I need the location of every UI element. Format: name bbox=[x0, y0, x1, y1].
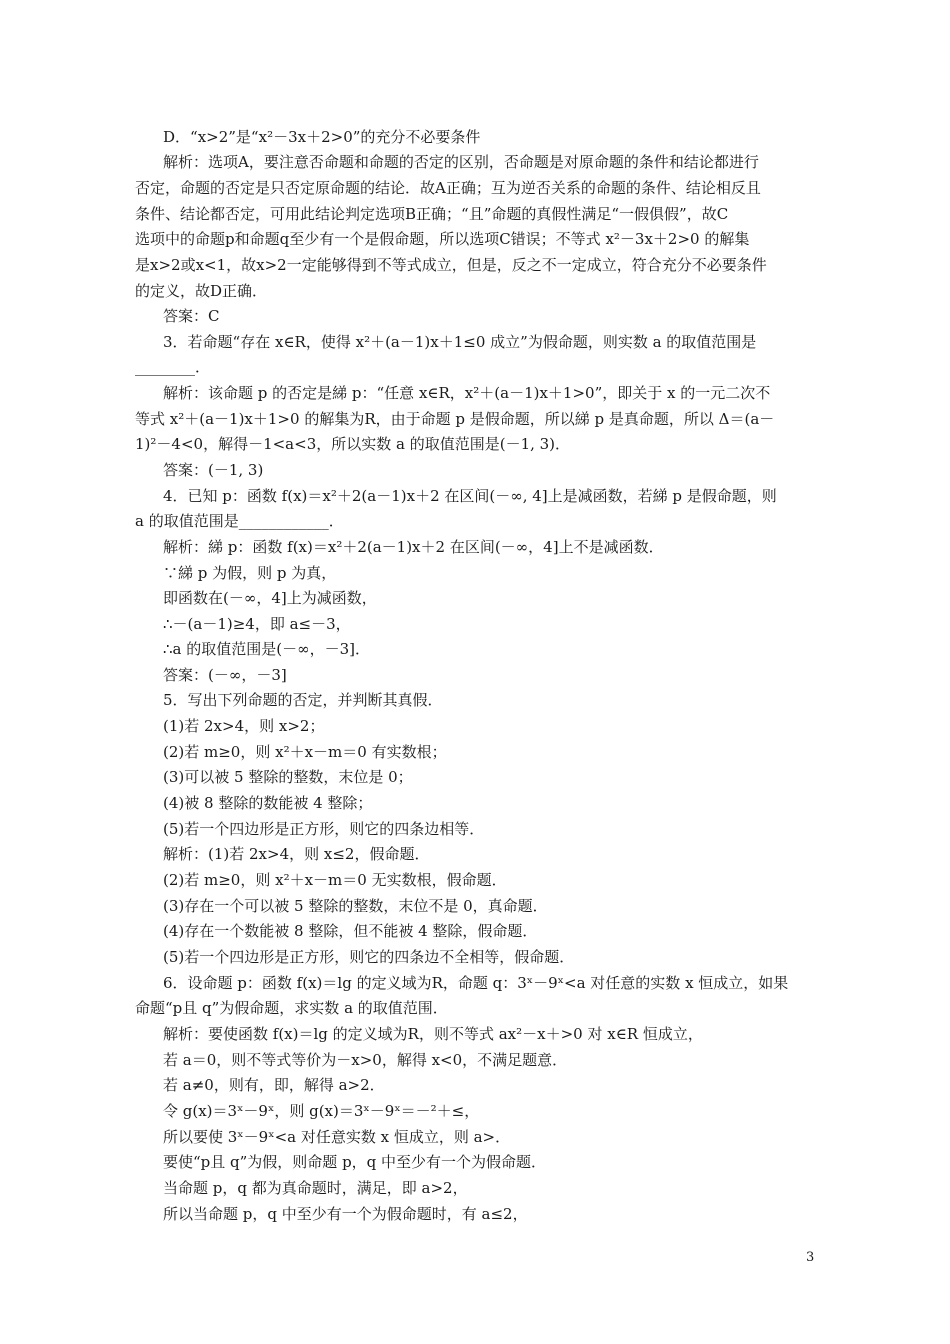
text-line: 解析：綈 p：函数 f(x)＝x²＋2(a－1)x＋2 在区间(－∞，4]上不是减函数． bbox=[163, 538, 664, 556]
text-line: (2)若 m≥0，则 x²＋x－m＝0 有实数根； bbox=[163, 743, 447, 761]
text-line: 要使“p且 q”为假，则命题 p，q 中至少有一个为假命题． bbox=[163, 1153, 547, 1171]
text-line: 1)²－4<0，解得－1<a<3，所以实数 a 的取值范围是(－1, 3)． bbox=[135, 435, 571, 453]
text-line: (1)若 2x>4，则 x>2； bbox=[163, 717, 325, 735]
text-line: 若 a＝0，则不等式等价为－x>0，解得 x<0，不满足题意． bbox=[163, 1051, 568, 1069]
text-line: ∴－(a－1)≥4，即 a≤－3， bbox=[163, 615, 351, 633]
text-line: 当命题 p，q 都为真命题时，满足，即 a>2， bbox=[163, 1179, 468, 1197]
text-line: 解析：(1)若 2x>4，则 x≤2，假命题． bbox=[163, 845, 430, 863]
text-line: 是x>2或x<1，故x>2一定能够得到不等式成立，但是，反之不一定成立，符合充分不必要条件 bbox=[135, 256, 767, 274]
text-line: 命题“p且 q”为假命题，求实数 a 的取值范围． bbox=[135, 999, 448, 1017]
text-line: 条件、结论都否定，可用此结论判定选项B正确；“且”命题的真假性满足“一假俱假”，故C bbox=[135, 205, 729, 223]
text-line: 即函数在(－∞，4]上为减函数， bbox=[163, 589, 377, 607]
text-line: 答案：C bbox=[163, 307, 220, 325]
text-line: 的定义，故D正确． bbox=[135, 282, 268, 300]
text-line: a 的取值范围是____________． bbox=[135, 512, 344, 530]
text-line: (5)若一个四边形是正方形，则它的四条边相等． bbox=[163, 820, 485, 838]
text-line: 所以要使 3ˣ－9ˣ<a 对任意实数 x 恒成立，则 a>． bbox=[163, 1128, 511, 1146]
text-line: ∵綈 p 为假，则 p 为真， bbox=[163, 564, 337, 582]
text-line: (3)存在一个可以被 5 整除的整数，末位不是 0，真命题． bbox=[163, 897, 548, 915]
text-line: 5．写出下列命题的否定，并判断其真假． bbox=[163, 691, 443, 709]
text-line: 答案：(－1, 3) bbox=[163, 461, 264, 479]
text-line: 选项中的命题p和命题q至少有一个是假命题，所以选项C错误；不等式 x²－3x＋2>0 的解集 bbox=[135, 230, 750, 248]
text-line: 解析：选项A，要注意否命题和命题的否定的区别，否命题是对原命题的条件和结论都进行 bbox=[163, 153, 759, 171]
text-line: D．“x>2”是“x²－3x＋2>0”的充分不必要条件 bbox=[163, 128, 481, 146]
text-line: (4)被 8 整除的数能被 4 整除； bbox=[163, 794, 373, 812]
text-line: 所以当命题 p，q 中至少有一个为假命题时，有 a≤2， bbox=[163, 1205, 528, 1223]
text-line: 若 a≠0，则有，即，解得 a>2． bbox=[163, 1076, 385, 1094]
page-number: 3 bbox=[806, 1250, 815, 1265]
text-line: 解析：要使函数 f(x)＝lg 的定义域为R，则不等式 ax²－x＋>0 对 x∈R 恒成立， bbox=[163, 1025, 703, 1043]
text-line: (4)存在一个数能被 8 整除，但不能被 4 整除，假命题． bbox=[163, 922, 538, 940]
text-line: 否定，命题的否定是只否定原命题的结论．故A正确；互为逆否关系的命题的条件、结论相反且 bbox=[135, 179, 761, 197]
text-line: ∴a 的取值范围是(－∞，－3]． bbox=[163, 640, 370, 658]
text-line: 6．设命题 p：函数 f(x)＝lg 的定义域为R，命题 q：3ˣ－9ˣ<a 对任意的实数 x 恒成立，如果 bbox=[163, 974, 789, 992]
text-line: 4．已知 p：函数 f(x)＝x²＋2(a－1)x＋2 在区间(－∞, 4]上是减函数，若綈 p 是假命题，则 bbox=[163, 487, 777, 505]
text-line: (5)若一个四边形是正方形，则它的四条边不全相等，假命题． bbox=[163, 948, 575, 966]
text-line: 等式 x²＋(a－1)x＋1>0 的解集为R，由于命题 p 是假命题，所以綈 p 是真命题，所以 Δ＝(a－ bbox=[135, 410, 775, 428]
text-line: (2)若 m≥0，则 x²＋x－m＝0 无实数根，假命题． bbox=[163, 871, 507, 889]
text-line: 令 g(x)＝3ˣ－9ˣ，则 g(x)＝3ˣ－9ˣ＝－²＋≤， bbox=[163, 1102, 480, 1120]
text-line: ________． bbox=[135, 358, 211, 376]
text-line: 答案：(－∞，－3] bbox=[163, 666, 287, 684]
text-line: 解析：该命题 p 的否定是綈 p：“任意 x∈R，x²＋(a－1)x＋1>0”，即关于 x 的一元二次不 bbox=[163, 384, 771, 402]
text-line: 3．若命题“存在 x∈R，使得 x²＋(a－1)x＋1≤0 成立”为假命题，则实数 a 的取值范围是 bbox=[163, 333, 757, 351]
text-line: (3)可以被 5 整除的整数，末位是 0； bbox=[163, 768, 413, 786]
